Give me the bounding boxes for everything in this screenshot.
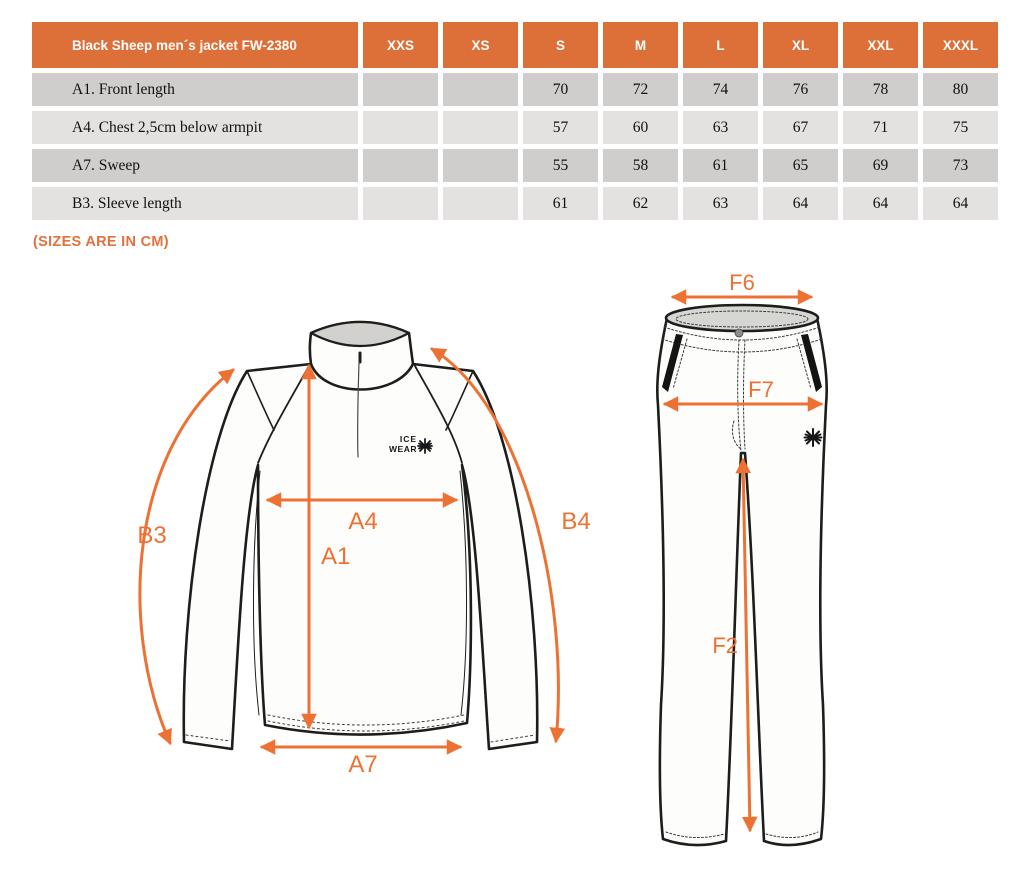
f7-label: F7 xyxy=(748,377,774,402)
cell-value: 69 xyxy=(843,149,918,182)
table-header-row xyxy=(32,22,998,68)
cell-value: 64 xyxy=(923,187,998,220)
cell-value: 80 xyxy=(923,73,998,106)
waist-opening xyxy=(666,305,818,331)
size-header-m: M xyxy=(603,22,678,68)
cell-value: 76 xyxy=(763,73,838,106)
a4-label: A4 xyxy=(348,508,378,535)
svg-text:ICE: ICE xyxy=(399,434,417,444)
cell-value xyxy=(443,111,518,144)
cell-value: 70 xyxy=(523,73,598,106)
cell-value: 61 xyxy=(523,187,598,220)
cell-value: 63 xyxy=(683,187,758,220)
f2-label: F2 xyxy=(712,633,738,658)
cell-value: 73 xyxy=(923,149,998,182)
size-header-xxs: XXS xyxy=(363,22,438,68)
a7-label: A7 xyxy=(348,751,378,778)
size-header-l: L xyxy=(683,22,758,68)
table-row xyxy=(32,73,998,106)
row-label: B3. Sleeve length xyxy=(32,187,358,220)
cell-value: 75 xyxy=(923,111,998,144)
cell-value: 64 xyxy=(763,187,838,220)
table-row xyxy=(32,149,998,182)
cell-value xyxy=(363,187,438,220)
cell-value: 57 xyxy=(523,111,598,144)
table-row xyxy=(32,111,998,144)
pants-diagram xyxy=(657,270,826,845)
measurement-diagrams xyxy=(0,265,1032,885)
cell-value: 65 xyxy=(763,149,838,182)
size-header-s: S xyxy=(523,22,598,68)
cell-value xyxy=(363,111,438,144)
size-header-xxl: XXL xyxy=(843,22,918,68)
size-header-xs: XS xyxy=(443,22,518,68)
cell-value xyxy=(363,149,438,182)
table-title: Black Sheep men´s jacket FW-2380 xyxy=(32,22,358,68)
cell-value xyxy=(363,73,438,106)
jacket-outline xyxy=(184,322,537,749)
cell-value: 60 xyxy=(603,111,678,144)
size-header-xxxl: XXXL xyxy=(923,22,998,68)
jacket-diagram xyxy=(137,322,590,778)
f6-label: F6 xyxy=(729,270,755,295)
svg-text:WEAR: WEAR xyxy=(389,444,417,454)
cell-value xyxy=(443,149,518,182)
row-label: A7. Sweep xyxy=(32,149,358,182)
sizes-in-cm-note: (SIZES ARE IN CM) xyxy=(33,234,169,250)
cell-value: 64 xyxy=(843,187,918,220)
cell-value: 62 xyxy=(603,187,678,220)
cell-value xyxy=(443,73,518,106)
cell-value: 67 xyxy=(763,111,838,144)
row-label: A1. Front length xyxy=(32,73,358,106)
cell-value: 63 xyxy=(683,111,758,144)
cell-value: 61 xyxy=(683,149,758,182)
cell-value: 55 xyxy=(523,149,598,182)
size-header-xl: XL xyxy=(763,22,838,68)
a1-label: A1 xyxy=(321,543,351,570)
waist-button xyxy=(735,329,743,337)
cell-value: 71 xyxy=(843,111,918,144)
cell-value: 78 xyxy=(843,73,918,106)
row-label: A4. Chest 2,5cm below armpit xyxy=(32,111,358,144)
pants-outline xyxy=(657,318,826,845)
b3-label: B3 xyxy=(137,522,167,549)
b4-label: B4 xyxy=(561,508,591,535)
cell-value xyxy=(443,187,518,220)
cell-value: 72 xyxy=(603,73,678,106)
size-chart-table xyxy=(27,17,1003,225)
snowflake-icon xyxy=(805,429,822,446)
table-row xyxy=(32,187,998,220)
snowflake-icon xyxy=(418,439,432,453)
cell-value: 58 xyxy=(603,149,678,182)
cell-value: 74 xyxy=(683,73,758,106)
